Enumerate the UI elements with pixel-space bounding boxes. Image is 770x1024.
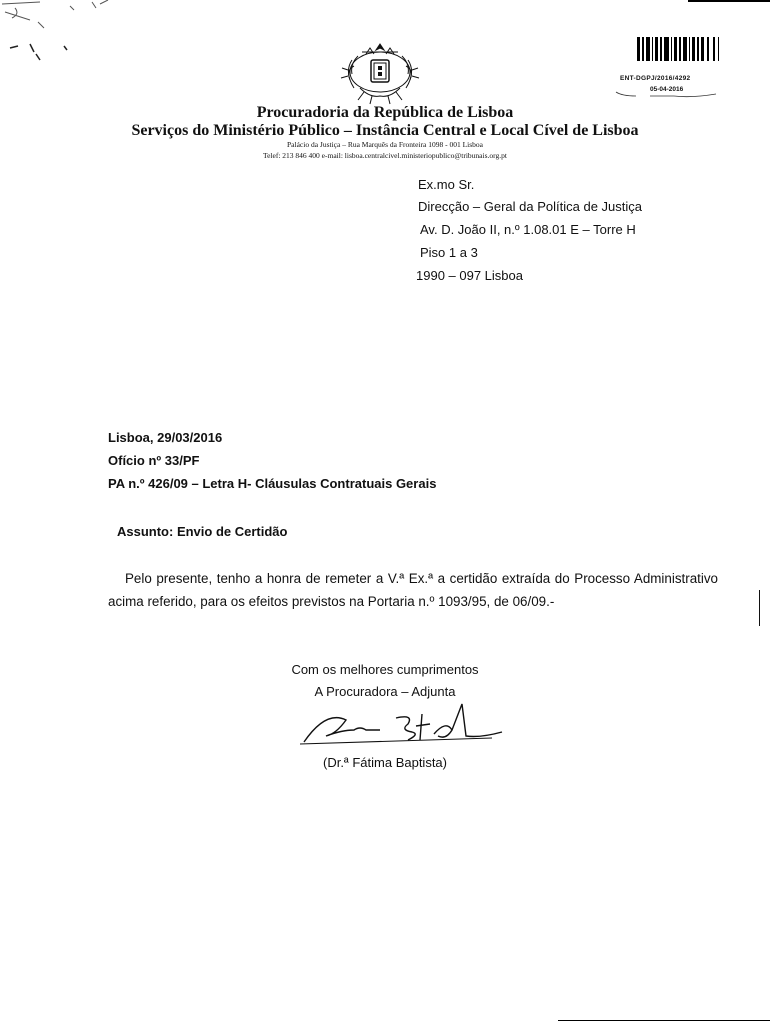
oficio-number: Ofício nº 33/PF — [108, 453, 200, 468]
recipient-salutation: Ex.mo Sr. — [418, 177, 475, 192]
barcode-icon — [637, 35, 721, 63]
recipient-street: Av. D. João II, n.º 1.08.01 E – Torre H — [420, 222, 636, 237]
subject-line: Assunto: Envio de Certidão — [117, 524, 288, 539]
scan-noise-top-left — [0, 0, 130, 70]
coat-of-arms-icon — [340, 40, 420, 106]
letter-date: Lisboa, 29/03/2016 — [108, 430, 223, 445]
signatory-name: (Dr.ª Fátima Baptista) — [322, 755, 447, 770]
recipient-floor: Piso 1 a 3 — [420, 245, 478, 260]
signatory-role: A Procuradora – Adjunta — [314, 684, 456, 699]
stamp-reference: ENT-DGPJ/2016/4292 — [620, 75, 691, 82]
body-paragraph — [108, 567, 718, 613]
closing-greeting: Com os melhores cumprimentos — [291, 662, 479, 677]
stamp-date: 05-04-2016 — [650, 86, 684, 93]
body-paragraph-text: Pelo presente, tenho a honra de remeter a V.ª Ex.ª a certidão extraída do Processo Administrativo acima referido, para os efeitos previstos na Portaria n.º 1093/95, de 06/09.- — [108, 571, 718, 609]
office-contact: Telef: 213 846 400 e-mail: lisboa.centralcivel.ministeriopublico@tribunais.org.pt — [263, 151, 507, 160]
scan-edge-line — [688, 0, 770, 2]
process-reference: PA n.º 426/09 – Letra H- Cláusulas Contratuais Gerais — [108, 476, 437, 491]
recipient-organization: Direcção – Geral da Política de Justiça — [418, 199, 642, 214]
handwritten-signature — [296, 700, 506, 750]
scan-edge-line-bottom — [558, 1020, 770, 1021]
office-title: Procuradoria da República de Lisboa — [256, 104, 514, 121]
office-address: Palácio da Justiça – Rua Marquês da Fronteira 1098 - 001 Lisboa — [287, 140, 483, 149]
recipient-postcode: 1990 – 097 Lisboa — [416, 268, 523, 283]
office-subtitle: Serviços do Ministério Público – Instância Central e Local Cível de Lisboa — [131, 122, 639, 139]
scan-edge-mark — [759, 590, 760, 626]
stamp-underlines — [612, 84, 722, 100]
